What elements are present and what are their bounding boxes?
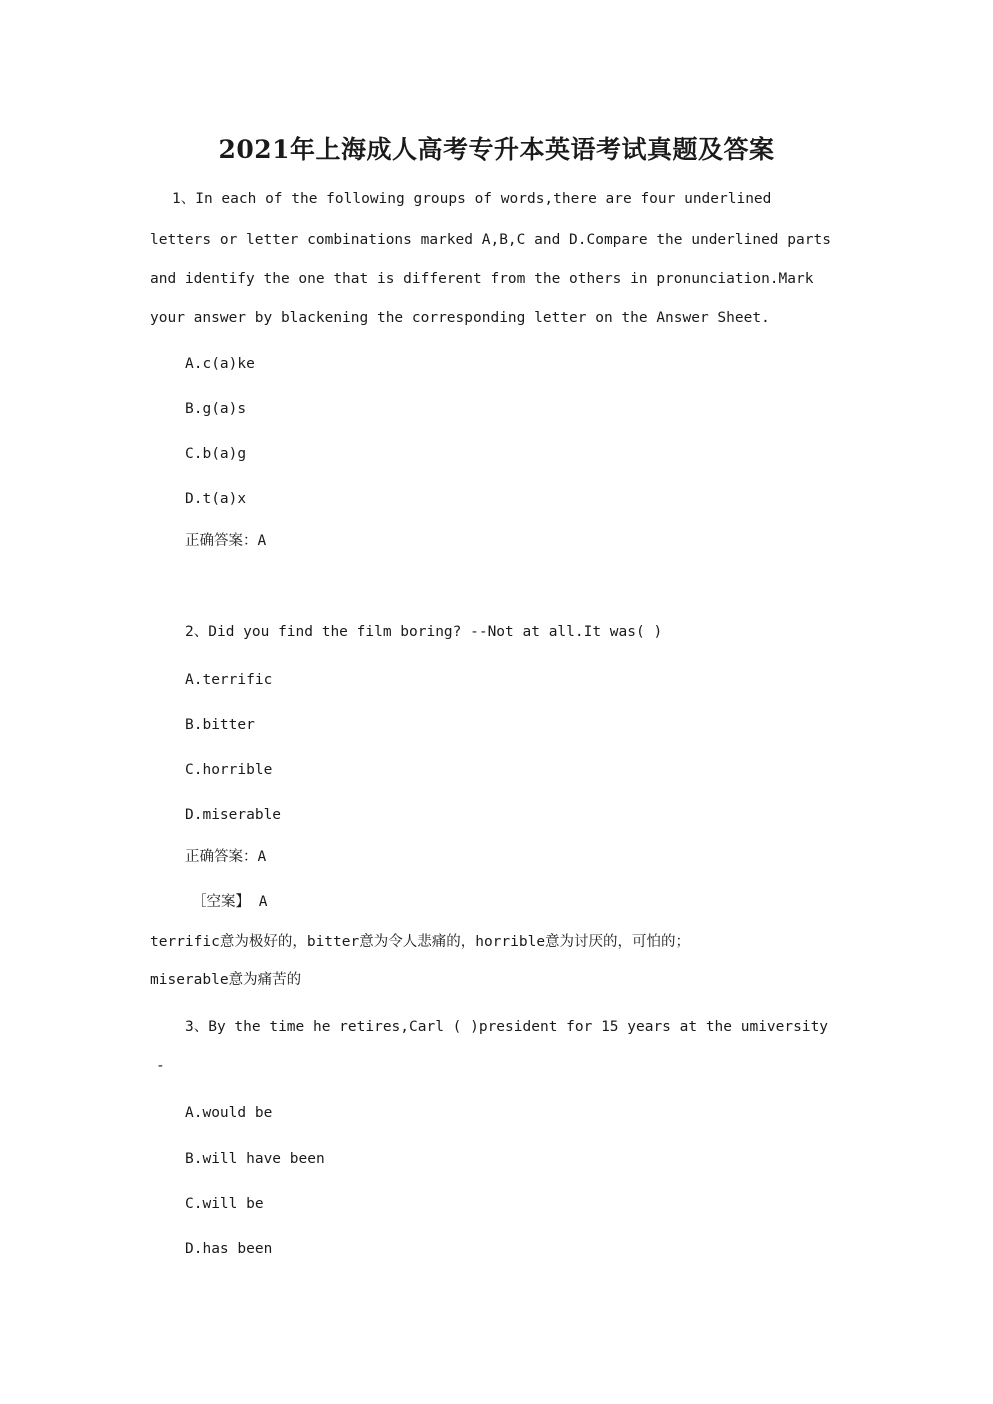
question-3-option-b: B.will have been	[185, 1151, 325, 1167]
page-title: 2021年上海成人高考专升本英语考试真题及答案	[218, 135, 775, 164]
question-1-line-2: letters or letter combinations marked A,B,C and D.Compare the underlined parts	[150, 232, 831, 248]
question-2-option-a: A.terrific	[185, 672, 273, 688]
question-1-line-1: 1、In each of the following groups of words,there are four underlined	[172, 191, 772, 207]
question-1-option-a: A.c(a)ke	[185, 356, 255, 372]
question-3-option-c: C.will be	[185, 1196, 264, 1212]
question-1-option-c: C.b(a)g	[185, 446, 247, 462]
question-3-text: 3、By the time he retires,Carl ( )president for 15 years at the umiversity	[185, 1019, 829, 1035]
question-1-line-4: your answer by blackening the corresponding letter on the Answer Sheet.	[150, 310, 770, 326]
question-2-option-c: C.horrible	[185, 762, 273, 778]
question-2-option-d: D.miserable	[185, 807, 282, 823]
question-2-option-b: B.bitter	[185, 717, 255, 733]
question-1-option-b: B.g(a)s	[185, 401, 247, 417]
question-2-note-label: ［空案】 A	[192, 894, 268, 910]
question-2-explanation-line-2: miserable意为痛苦的	[150, 972, 302, 988]
question-2-explanation-line-1: terrific意为极好的，bitter意为令人悲痛的，horrible意为讨厌的，可怕的；	[150, 934, 691, 950]
question-1-option-d: D.t(a)x	[185, 491, 247, 507]
question-1-answer: 正确答案：A	[185, 533, 267, 549]
question-2-text: 2、Did you find the film boring? --Not at all.It was( )	[185, 624, 663, 640]
question-3-option-d: D.has been	[185, 1241, 273, 1257]
question-2-answer: 正确答案：A	[185, 849, 267, 865]
question-3-option-a: A.would be	[185, 1105, 273, 1121]
question-3-continuation: -	[156, 1058, 165, 1074]
question-1-line-3: and identify the one that is different from the others in pronunciation.Mark	[150, 271, 814, 287]
